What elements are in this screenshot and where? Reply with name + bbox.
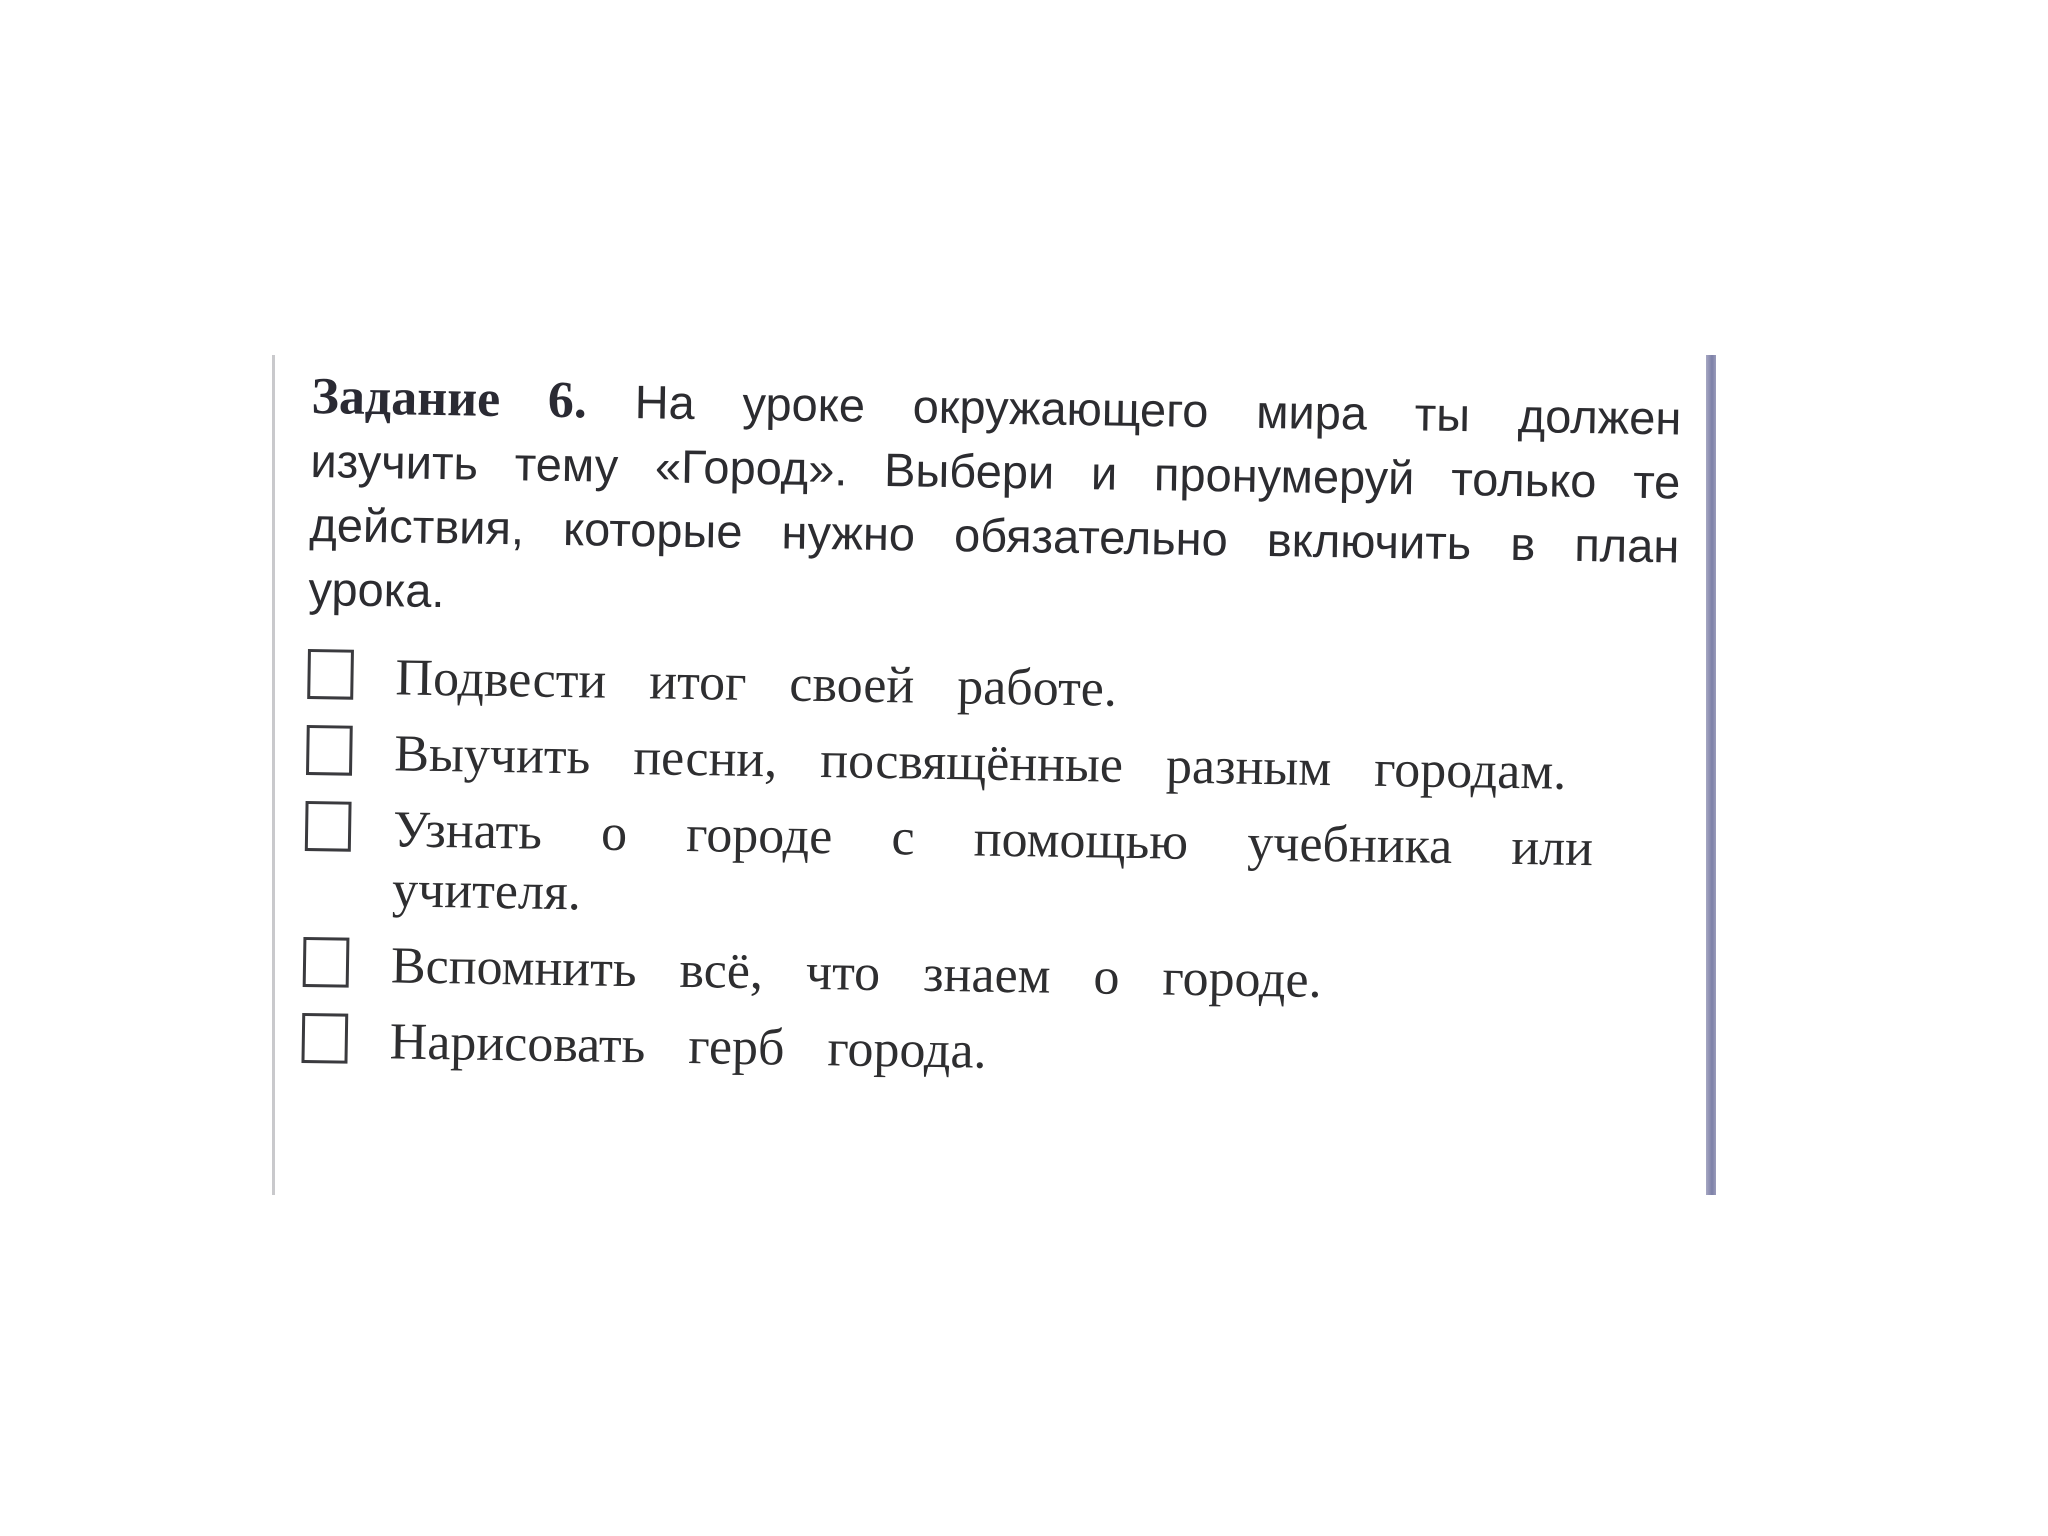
checkbox-box[interactable] (307, 649, 354, 700)
task-label: Задание 6. (311, 367, 588, 430)
option-text: Выучить песни, посвящённые разным городам. (393, 725, 1567, 801)
page-left-edge (272, 355, 275, 1195)
checkbox-box[interactable] (305, 801, 352, 852)
option-item (301, 1011, 1662, 1092)
option-item (307, 647, 1668, 728)
option-item (304, 799, 1666, 940)
task-statement (308, 365, 1682, 642)
checkbox-box[interactable] (301, 1013, 348, 1064)
option-item (306, 723, 1667, 804)
checkbox-box[interactable] (306, 725, 353, 776)
option-text: Вспомнить всё, что знаем о городе. (390, 937, 1323, 1009)
page-right-edge (1706, 355, 1716, 1195)
task-text: На уроке окружающего мира ты должен изучить тему «Город». Выбери и пронумеруй только те действия, которые нужно обязательно включить в план урока. (308, 375, 1682, 618)
worksheet-page (272, 355, 1716, 1195)
option-text: Подвести итог своей работе. (395, 649, 1118, 718)
option-item (303, 935, 1664, 1016)
checkbox-box[interactable] (303, 937, 350, 988)
option-text: Нарисовать герб города. (389, 1013, 988, 1080)
options-list (301, 647, 1668, 1108)
option-text: Узнать о городе с помощью учебника или учителя. (391, 801, 1594, 922)
